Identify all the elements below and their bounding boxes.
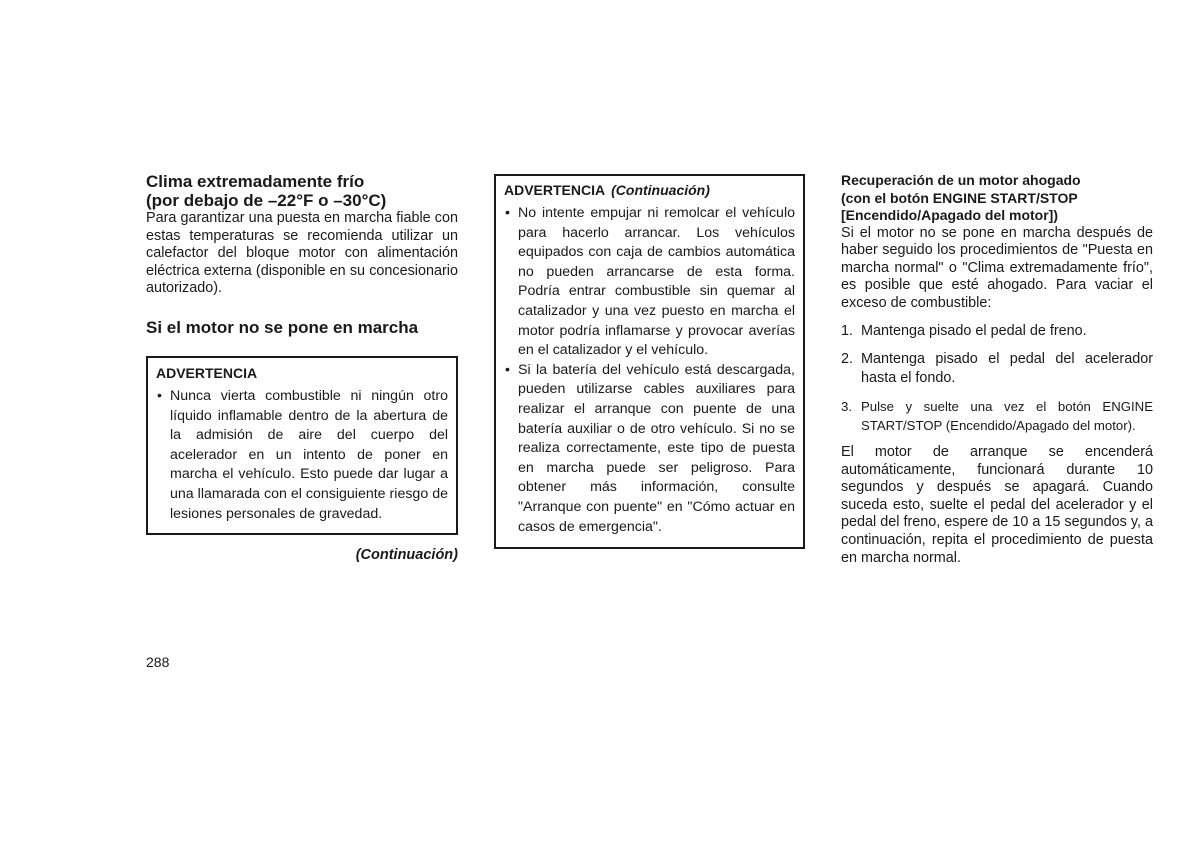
heading-line: (por debajo de –22°F o –30°C) bbox=[146, 191, 387, 210]
heading-line: [Encendido/Apagado del motor]) bbox=[841, 207, 1058, 223]
warning-bullet bbox=[504, 204, 795, 361]
warning-bullet-text: No intente empujar ni remolcar el vehículo para hacerlo arrancar. Los vehículos equipados con caja de cambios automática no pueden arrancarse de esta forma. Podría entrar combustible sin quemar al catalizador y una vez puesto en marcha el motor podría inflamarse y provocar averías en el catalizador y el vehículo. bbox=[518, 205, 795, 359]
procedure-steps bbox=[841, 322, 1153, 436]
page-number: 288 bbox=[146, 654, 170, 670]
step-text: Mantenga pisado el pedal de freno. bbox=[861, 323, 1087, 340]
middle-column bbox=[494, 174, 805, 549]
procedure-step bbox=[841, 397, 1153, 436]
warning-bullet bbox=[504, 361, 795, 537]
warning-box-continued bbox=[494, 174, 805, 549]
flooded-engine-closing: El motor de arranque se encenderá automáticamente, funcionará durante 10 segundos y después se apagará. Cuando suceda esto, suelte el pedal del acelerador y el pedal del freno, espere de 10 a 15 segundos y, a continuación, repita el procedimiento de puesta en marcha normal. bbox=[841, 443, 1153, 566]
bullet-icon: • bbox=[505, 205, 510, 221]
procedure-step bbox=[841, 350, 1153, 389]
step-number: 1. bbox=[841, 323, 854, 340]
heading-line: Clima extremadamente frío bbox=[146, 172, 365, 191]
warning-bullet-text: Si la batería del vehículo está descargada, pueden utilizarse cables auxiliares para realizar el arranque con puente de una batería auxiliar o de otro vehículo. Si no se realiza correctamente, este tipo de puesta en marcha puede ser peligroso. Para obtener más información, consulte "Arranque con puente" en "Cómo actuar en casos de emergencia". bbox=[518, 361, 795, 535]
bullet-icon: • bbox=[505, 361, 510, 378]
section-heading-engine-not-start: Si el motor no se pone en marcha bbox=[146, 317, 419, 337]
continuation-note: (Continuación) bbox=[355, 547, 458, 564]
step-number: 3. bbox=[841, 398, 852, 414]
section-heading-cold-climate bbox=[146, 172, 458, 210]
bullet-icon: • bbox=[157, 387, 162, 404]
warning-bullet-text: Nunca vierta combustible ni ningún otro líquido inflamable dentro de la abertura de la admisión de aire del cuerpo del acelerador en un intento de poner en marcha el vehículo. Esto puede dar lugar a una llamarada con el consiguiente riesgo de lesiones personales de gravedad. bbox=[170, 387, 448, 522]
heading-line: (con el botón ENGINE START/STOP bbox=[841, 189, 1078, 206]
procedure-step bbox=[841, 322, 1153, 342]
flooded-engine-intro: Si el motor no se pone en marcha después de haber seguido los procedimientos de "Puesta en marcha normal" o "Clima extremadamente frío", es posible que esté ahogado. Para vaciar el exceso de combustible: bbox=[841, 224, 1153, 311]
warning-title-text: ADVERTENCIA bbox=[504, 182, 606, 198]
warning-list bbox=[156, 387, 448, 524]
warning-box bbox=[146, 356, 458, 535]
step-text: Pulse y suelte una vez el botón ENGINE START/STOP (Encendido/Apagado del motor). bbox=[861, 398, 1153, 434]
section-heading-flooded-engine bbox=[841, 172, 1153, 225]
heading-line: Recuperación de un motor ahogado bbox=[841, 172, 1081, 188]
left-column bbox=[146, 172, 458, 563]
cold-climate-paragraph: Para garantizar una puesta en marcha fiable con estas temperaturas se recomienda utilizar un calefactor del bloque motor con alimentación eléctrica externa (disponible en su concesionario autorizado). bbox=[146, 210, 458, 297]
step-number: 2. bbox=[841, 350, 854, 367]
warning-title bbox=[504, 181, 795, 199]
warning-title-suffix: (Continuación) bbox=[611, 182, 710, 198]
warning-title bbox=[156, 364, 448, 382]
warning-title-text: ADVERTENCIA bbox=[156, 364, 258, 381]
warning-list bbox=[504, 204, 795, 537]
step-text: Mantenga pisado el pedal del acelerador hasta el fondo. bbox=[861, 350, 1153, 387]
right-column bbox=[841, 172, 1153, 567]
warning-bullet bbox=[156, 387, 448, 524]
